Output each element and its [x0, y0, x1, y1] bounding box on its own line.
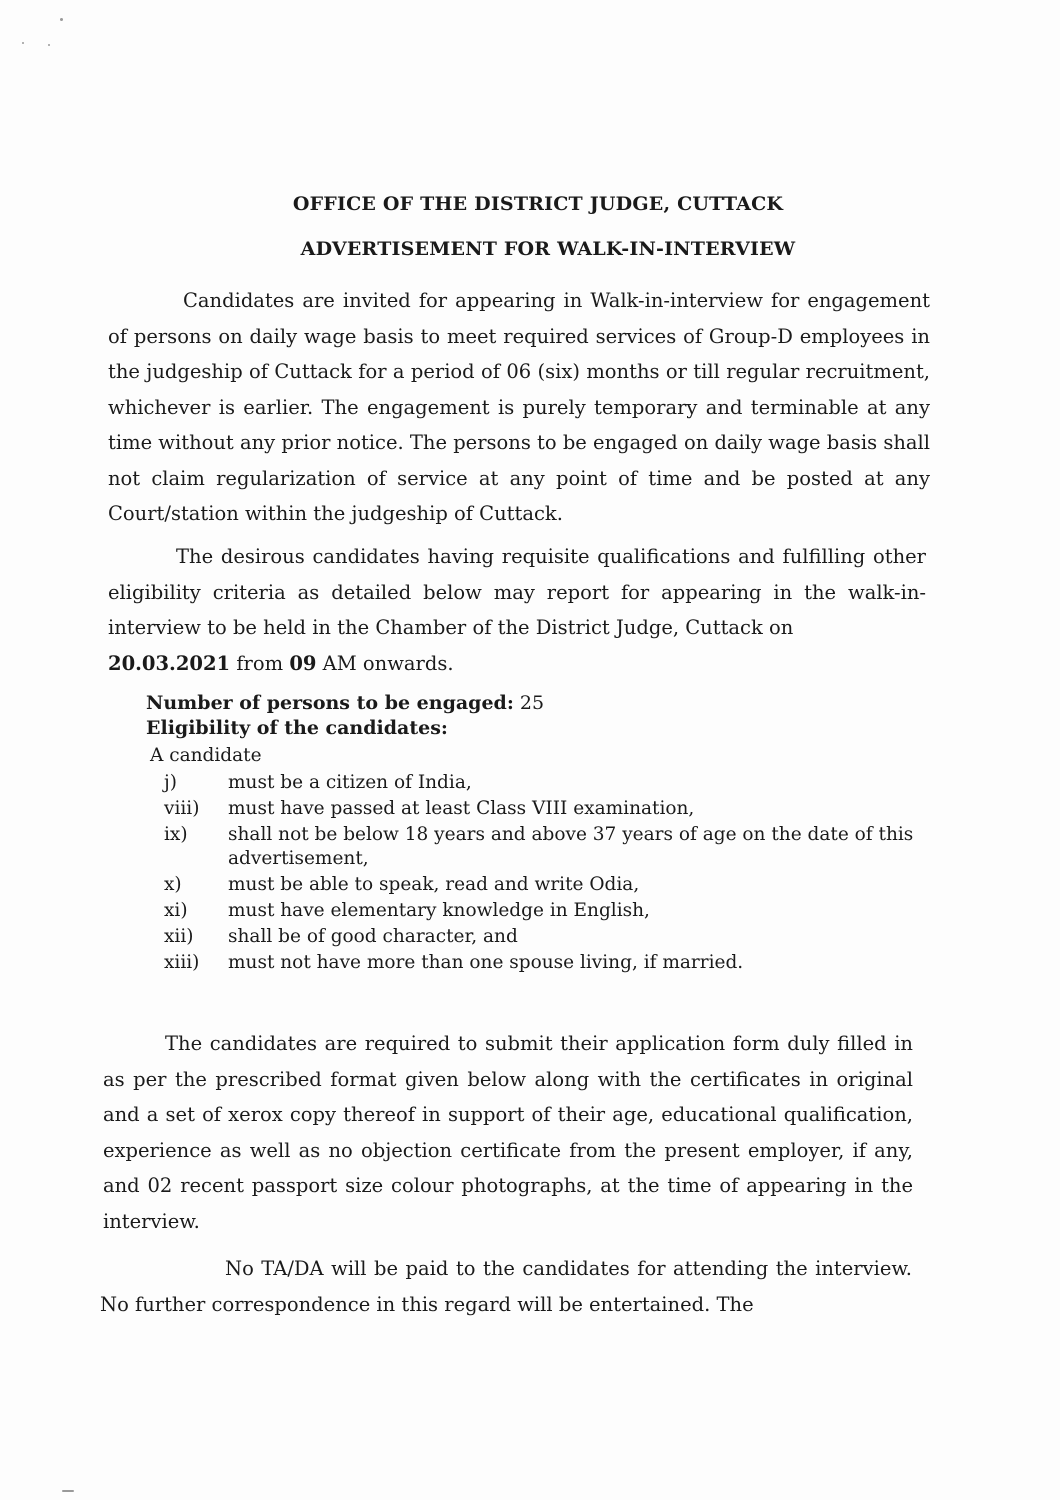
closing-paragraph: No TA/DA will be paid to the candidates for attending the interview. No further correspondence in this regard will be entertained. The: [100, 1257, 912, 1316]
criteria-number: xi): [164, 900, 188, 921]
criteria-text: shall be of good character, and: [228, 926, 518, 947]
criteria-item: [164, 951, 934, 975]
eligibility-criteria-list: [164, 771, 934, 977]
interview-date: 20.03.2021: [108, 651, 231, 675]
criteria-item: [164, 771, 934, 795]
criteria-number: x): [164, 874, 182, 895]
eligibility-heading: Eligibility of the candidates:: [146, 717, 448, 739]
persons-count-line: [146, 692, 544, 714]
persons-count-value: 25: [519, 692, 545, 714]
application-paragraph: The candidates are required to submit their application form duly filled in as per the prescribed format given below along with the certificates in original and a set of xerox copy thereof in support of their age, educational qualification, experience as well as no objection certificate from the present employer, if any, and 02 recent passport size colour photographs, at the time of appearing in the interview.: [103, 1032, 913, 1233]
scan-speck: [48, 44, 50, 46]
criteria-item: [164, 873, 934, 897]
criteria-text: must have passed at least Class VIII examination,: [228, 798, 695, 819]
interview-time: 09: [289, 651, 317, 675]
criteria-number: j): [164, 772, 177, 793]
criteria-item: [164, 823, 934, 871]
scan-speck: [60, 18, 63, 21]
criteria-text: must have elementary knowledge in English,: [228, 900, 650, 921]
from-word: from: [236, 651, 284, 675]
intro-paragraph: Candidates are invited for appearing in Walk-in-interview for engagement of persons on daily wage basis to meet required services of Group-D employees in the judgeship of Cuttack for a period of 06 (six) months or till regular recruitment, whichever is earlier. The engagement is purely temporary and terminable at any time without any prior notice. The persons to be engaged on daily wage basis shall not claim regularization of service at any point of time and be posted at any Court/station within the judgeship of Cuttack.: [108, 289, 931, 525]
criteria-text: must not have more than one spouse living, if married.: [228, 952, 744, 973]
criteria-item: [164, 797, 934, 821]
scan-mark: [62, 1490, 74, 1492]
scan-speck: [22, 42, 24, 44]
criteria-text: shall not be below 18 years and above 37 years of age on the date of this advertisement,: [228, 824, 914, 869]
criteria-number: xiii): [164, 952, 200, 973]
document-title: OFFICE OF THE DISTRICT JUDGE, CUTTACK: [292, 193, 784, 215]
criteria-number: xii): [164, 926, 194, 947]
criteria-item: [164, 925, 934, 949]
criteria-number: ix): [164, 824, 188, 845]
criteria-item: [164, 899, 934, 923]
paragraph-text: The desirous candidates having requisite qualifications and fulfilling other eligibility criteria as detailed below may report for appearing in the walk-in-interview to be held in the Chamber of the District Judge, Cuttack on: [108, 545, 926, 639]
criteria-text: must be a citizen of India,: [228, 772, 472, 793]
criteria-number: viii): [164, 798, 200, 819]
document-subtitle: ADVERTISEMENT FOR WALK-IN-INTERVIEW: [300, 238, 796, 260]
eligibility-intro: A candidate: [150, 745, 262, 766]
time-suffix: AM onwards.: [322, 651, 454, 675]
persons-count-label: Number of persons to be engaged:: [146, 692, 514, 714]
criteria-text: must be able to speak, read and write Odia,: [228, 874, 640, 895]
eligibility-paragraph: [108, 539, 926, 681]
